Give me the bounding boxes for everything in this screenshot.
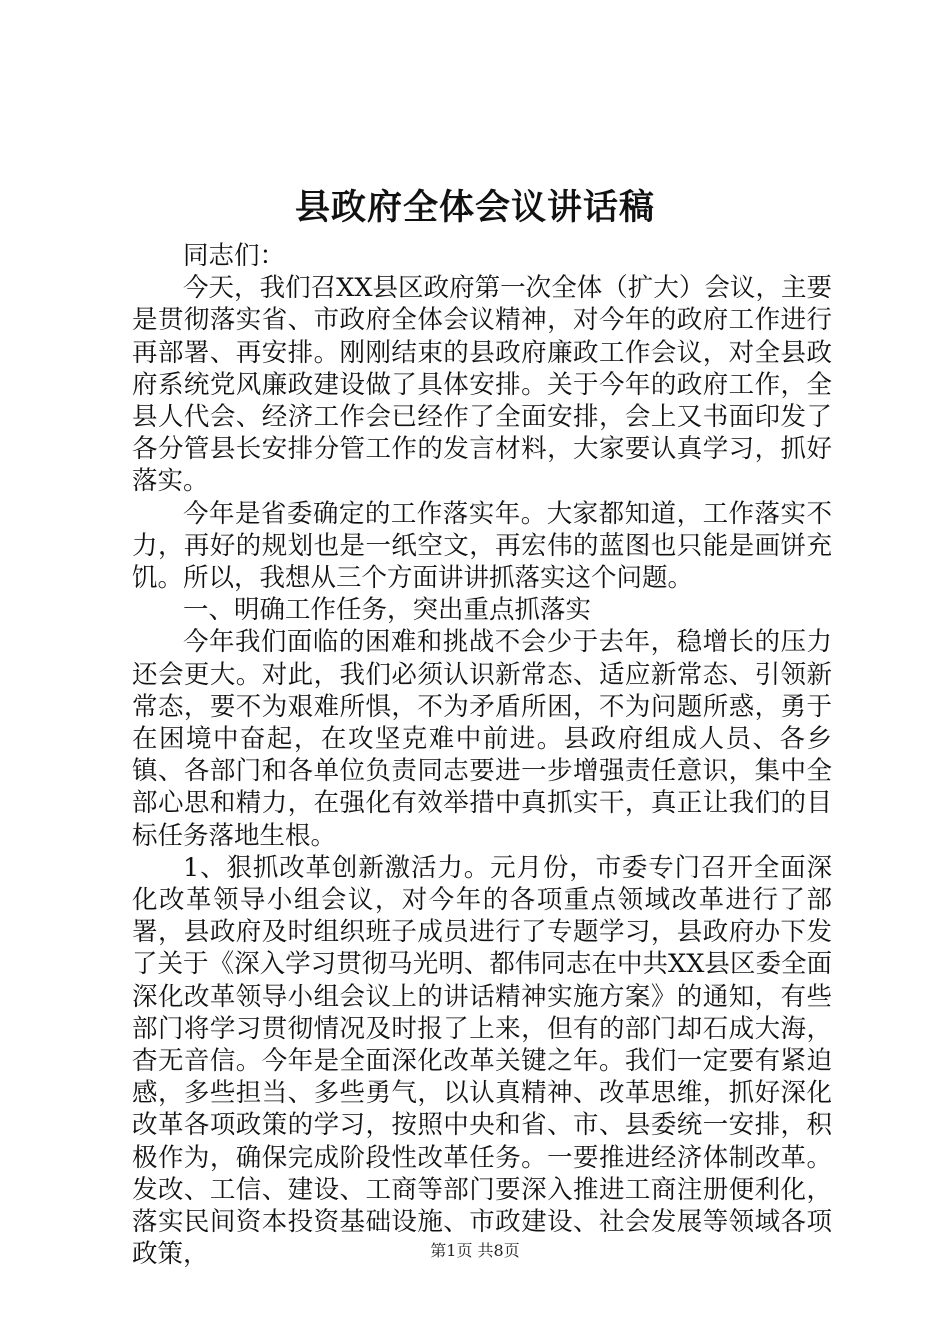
document-title: 县政府全体会议讲话稿 — [294, 187, 655, 228]
paragraph-intro: 今天，我们召XX县区政府第一次全体（扩大）会议，主要是贯彻落实省、市政府全体会议精神，对今年的政府工作进行再部署、再安排。刚刚结束的县政府廉政工作会议，对全县政府系统党风廉政建设做了具体安排。关于今年的政府工作，全县人代会、经济工作会已经作了全面安排，会上又书面印发了各分管县长安排分管工作的发言材料，大家要认真学习，抓好落实。 — [132, 273, 832, 497]
paragraph-context: 今年是省委确定的工作落实年。大家都知道，工作落实不力，再好的规划也是一纸空文，再宏伟的蓝图也只能是画饼充饥。所以，我想从三个方面讲讲抓落实这个问题。 — [132, 498, 832, 594]
paragraph-section-1: 今年我们面临的困难和挑战不会少于去年，稳增长的压力还会更大。对此，我们必须认识新常态、适应新常态、引领新常态，要不为艰难所惧，不为矛盾所困，不为问题所惑，勇于在困境中奋起，在攻坚克难中前进。县政府组成人员、各乡镇、各部门和各单位负责同志要进一步增强责任意识，集中全部心思和精力，在强化有效举措中真抓实干，真正让我们的目标任务落地生根。 — [132, 627, 832, 851]
section-heading-1: 一、明确工作任务，突出重点抓落实 — [183, 595, 592, 626]
salutation: 同志们： — [183, 241, 286, 271]
page-footer: 第1页 共8页 — [430, 1241, 520, 1260]
paragraph-item-1: 1、狠抓改革创新激活力。元月份，市委专门召开全面深化改革领导小组会议，对今年的各项重点领域改革进行了部署，县政府及时组织班子成员进行了专题学习，县政府办下发了关于《深入学习贯彻马光明、都伟同志在中共XX县区委全面深化改革领导小组会议上的讲话精神实施方案》的通知，有些部门将学习贯彻情况及时报了上来，但有的部门却石成大海，杳无音信。今年是全面深化改革关键之年。我们一定要有紧迫感，多些担当、多些勇气，以认真精神、改革思维，抓好深化改革各项政策的学习，按照中央和省、市、县委统一安排，积极作为，确保完成阶段性改革任务。一要推进经济体制改革。发改、工信、建设、工商等部门要深入推进工商注册便利化，落实民间资本投资基础设施、市政建设、社会发展等领域各项政策， — [132, 852, 832, 1270]
document-body — [132, 240, 832, 1271]
